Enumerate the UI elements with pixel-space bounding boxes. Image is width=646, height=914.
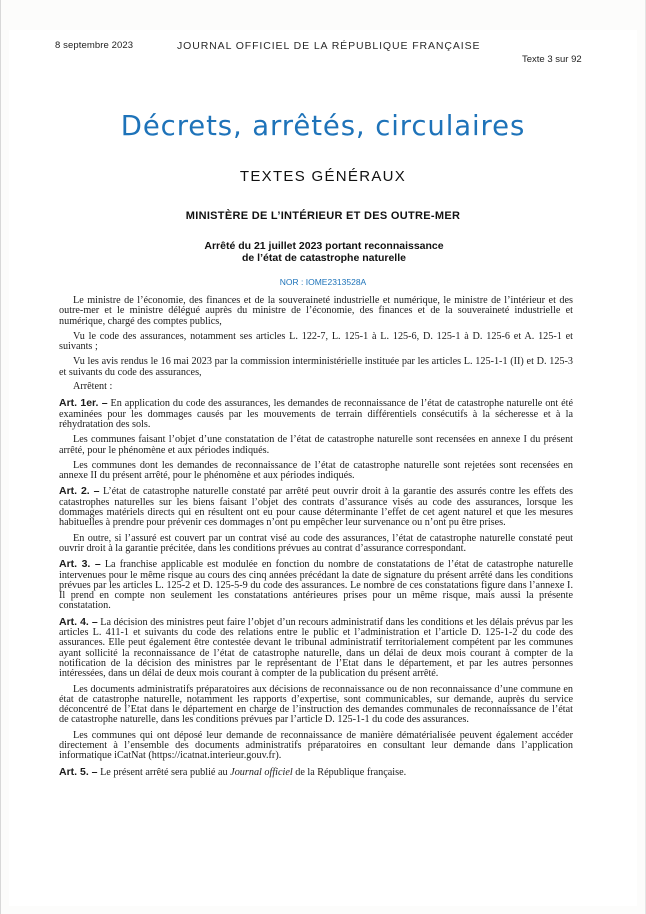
article-2-paragraph-2: En outre, si l’assuré est couvert par un contrat visé au code des assurances, l’état de catastrophe naturelle constaté peut ouvrir droit à la garantie précitée, dans les conditions prévues au contrat d’assurance correspondant. <box>59 532 573 554</box>
header-text-number: Texte 3 sur 92 <box>522 54 582 65</box>
header-date: 8 septembre 2023 <box>55 40 134 51</box>
article-4-paragraph-2: Les documents administratifs préparatoires aux décisions de reconnaissance ou de non reconnaissance d’une commune en état de catastrophe naturelle, notamment les rapports d’expertise, sont communicables, sur demande, auprès du service déconcentré de l’Etat dans le département en charge de l’instruction des demandes communales de reconnaissance de l’état de catastrophe naturelle, dans les conditions prévues par l’article D. 125-1-1 du code des assurances. <box>59 683 573 726</box>
article-5-label: Art. 5. – <box>59 765 98 778</box>
nor-reference: NOR : IOME2313528A <box>279 277 367 287</box>
ministry-name: MINISTÈRE DE L’INTÉRIEUR ET DES OUTRE-MER <box>185 210 461 222</box>
article-5-text-before: Le présent arrêté sera publié au <box>100 766 231 778</box>
article-1-text: En application du code des assurances, les demandes de reconnaissance de l’état de catastrophe naturelle ont été examinées pour les dommages causés par les mouvements de terrain différentiels consécutifs à la sécheresse et à la réhydratation des sols. <box>59 398 573 430</box>
article-4-paragraph-1 <box>59 617 573 680</box>
article-4-text: La décision des ministres peut faire l’objet d’un recours administratif dans les conditions et les délais prévus par les articles L. 411-1 et suivants du code des relations entre le public et l’administration et l’article D. 125-1-2 du code des assurances. Elle peut également être contestée devant le tribunal administratif territorialement compétent par les communes ayant sollicité la reconnaissance de l’état de catastrophe naturelle, dans un délai de deux mois courant à compter de la notification de la décision des ministres par le représentant de l’Etat dans le département, et par les autres personnes intéressées, dans un délai de deux mois courant à compter de la publication du présent arrêté. <box>59 616 574 680</box>
article-5-text-after: de la République française. <box>292 766 407 778</box>
document-page <box>9 30 637 906</box>
article-2-text: L’état de catastrophe naturelle constaté par arrêté peut ouvrir droit à la garantie des assurés contre les effets des catastrophes naturelles sur les biens faisant l’objet des contrats d’assurance visés au code des assurances, lorsque les dommages matériels directs qui en résultent ont eu pour cause déterminante l’effet de cet agent naturel et que les mesures habituelles à prendre pour prévenir ces dommages n’ont pu empêcher leur survenance ou n’ont pu être prises. <box>59 486 573 529</box>
article-5-paragraph-1 <box>59 767 573 778</box>
article-4-label: Art. 4. – <box>59 615 98 628</box>
article-1-paragraph-2: Les communes faisant l’objet d’une constatation de l’état de catastrophe naturelle sont recensées en annexe I du présent arrêté, pour le phénomène et aux périodes indiqués. <box>59 434 573 456</box>
article-3-text: La franchise applicable est modulée en fonction du nombre de constatations de l’état de catastrophe naturelle intervenues pour le même risque au cours des cinq années précédant la date de signature du présent arrêté dans les conditions prévues par les articles L. 125-2 et D. 125-5-9 du code des assurances. Le nombre de ces constatations figure dans l’annexe I. Il prend en compte non seulement les constatations antérieures prises pour un même risque, mais aussi la présente constatation. <box>59 559 573 612</box>
article-3-label: Art. 3. – <box>59 558 101 571</box>
decree-title-line-1: Arrêté du 21 juillet 2023 portant reconnaissance <box>204 240 444 252</box>
preamble-vu-code: Vu le code des assurances, notamment ses articles L. 122-7, L. 125-1 à L. 125-6, D. 125-1 à D. 125-6 et A. 125-1 et suivants ; <box>59 330 573 353</box>
article-1-paragraph-1 <box>59 398 573 430</box>
article-4-paragraph-3: Les communes qui ont déposé leur demande de reconnaissance de manière dématérialisée peuvent également accéder directement à l’ensemble des documents administratifs préparatoires en consultant leur demande dans l’application informatique iCatNat (https://icatnat.interieur.gouv.fr). <box>59 729 573 762</box>
section-subtitle: TEXTES GÉNÉRAUX <box>239 168 407 185</box>
arretent-line: Arrêtent : <box>73 381 113 393</box>
article-2-label: Art. 2. – <box>59 485 100 498</box>
article-1-paragraph-3: Les communes dont les demandes de reconnaissance de l’état de catastrophe naturelle sont rejetées sont recensées en annexe II du présent arrêté, pour le phénomène et aux périodes indiqués. <box>59 459 573 482</box>
preamble-vu-avis: Vu les avis rendus le 16 mai 2023 par la commission interministérielle instituée par les articles L. 125-1-1 (II) et D. 125-3 et suivants du code des assurances, <box>59 356 573 378</box>
decree-title <box>149 240 499 264</box>
preamble-ministers: Le ministre de l’économie, des finances et de la souveraineté industrielle et numérique, le ministre de l’intérieur et des outre-mer et le ministre délégué auprès du ministre de l’économie, des finances et de la souveraineté industrielle et numérique, chargé des comptes publics, <box>59 295 573 327</box>
article-3-paragraph-1 <box>59 559 573 611</box>
article-5-journal-name: Journal officiel <box>230 766 293 778</box>
header-journal-title: JOURNAL OFFICIEL DE LA RÉPUBLIQUE FRANÇAISE <box>177 40 481 52</box>
article-2-paragraph-1 <box>59 486 573 528</box>
article-1-label: Art. 1er. – <box>59 397 108 410</box>
section-title: Décrets, arrêtés, circulaires <box>120 110 526 142</box>
decree-body <box>59 296 573 783</box>
decree-title-line-2: de l’état de catastrophe naturelle <box>242 252 406 264</box>
